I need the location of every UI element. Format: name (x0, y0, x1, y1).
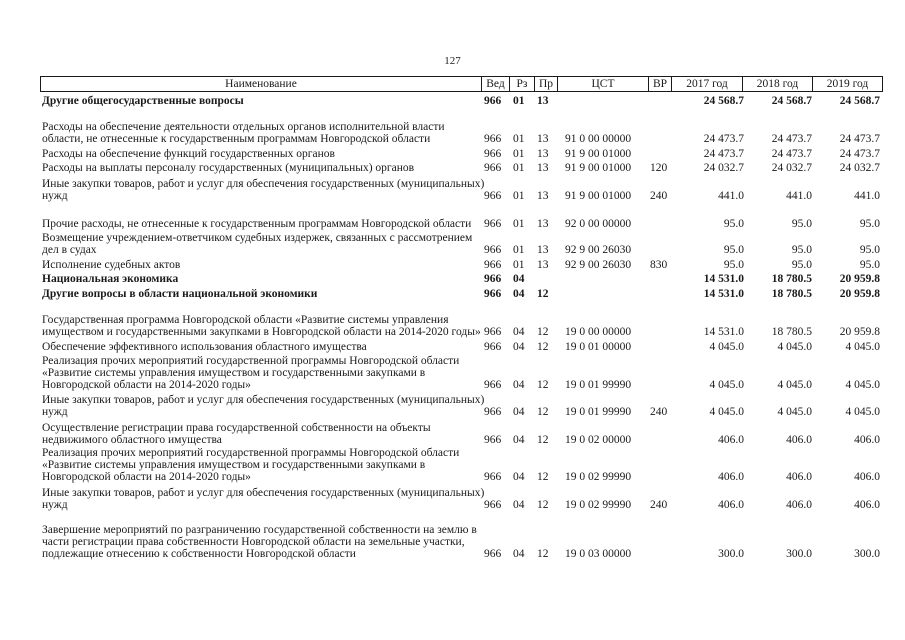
row-y2019: 24 568.7 (839, 95, 880, 107)
row-pr: 12 (537, 406, 549, 418)
row-y2019: 406.0 (854, 499, 880, 511)
row-ved: 966 (484, 341, 502, 353)
header-cst: ЦСТ (591, 78, 615, 90)
row-vr: 240 (650, 406, 668, 418)
header-pr: Пр (538, 78, 554, 90)
table-row (0, 95, 905, 107)
row-pr: 13 (537, 162, 549, 174)
row-cst: 91 9 00 01000 (565, 162, 632, 174)
row-name: Другие вопросы в области национальной экономики (42, 288, 318, 300)
row-y2018: 18 780.5 (771, 288, 812, 300)
row-vr: 240 (650, 499, 668, 511)
row-y2018: 4 045.0 (777, 341, 812, 353)
row-name: Возмещение учреждением-ответчиком судебных издержек, связанных с рассмотрением дел в судах (42, 232, 473, 256)
row-rz: 01 (513, 95, 525, 107)
row-y2019: 95.0 (859, 259, 880, 271)
row-pr: 12 (537, 379, 549, 391)
row-cst: 19 0 00 00000 (565, 326, 632, 338)
row-name: Обеспечение эффективного использования областного имущества (42, 341, 367, 353)
page-number: 127 (444, 55, 461, 67)
row-vr: 830 (650, 259, 668, 271)
row-y2019: 4 045.0 (845, 379, 880, 391)
row-rz: 01 (513, 162, 525, 174)
row-pr: 13 (537, 133, 549, 145)
row-y2017: 4 045.0 (709, 406, 744, 418)
row-pr: 13 (537, 95, 549, 107)
table-row (0, 355, 905, 391)
row-y2019: 95.0 (859, 244, 880, 256)
row-ved: 966 (484, 548, 502, 560)
row-y2019: 4 045.0 (845, 341, 880, 353)
row-cst: 19 0 02 00000 (565, 434, 632, 446)
row-name: Исполнение судебных актов (42, 259, 181, 271)
row-rz: 04 (513, 548, 525, 560)
table-row (0, 178, 905, 202)
row-rz: 04 (513, 499, 525, 511)
row-y2017: 4 045.0 (709, 379, 744, 391)
table-row (0, 259, 905, 271)
row-pr: 13 (537, 259, 549, 271)
row-pr: 12 (537, 434, 549, 446)
row-vr: 240 (650, 190, 668, 202)
row-y2017: 406.0 (718, 499, 744, 511)
row-y2017: 441.0 (718, 190, 744, 202)
row-y2019: 406.0 (854, 434, 880, 446)
row-y2018: 95.0 (791, 218, 812, 230)
row-ved: 966 (484, 326, 502, 338)
row-name: Реализация прочих мероприятий государственной программы Новгородской области «Развитие системы управления имуществом и государственными закупками в Новгородской области на 2014-2020 годы» (42, 355, 460, 391)
header-ved: Вед (486, 78, 505, 90)
row-rz: 01 (513, 148, 525, 160)
row-y2018: 300.0 (786, 548, 812, 560)
row-y2019: 24 473.7 (839, 148, 880, 160)
row-y2017: 24 568.7 (703, 95, 744, 107)
table-row (0, 109, 905, 145)
row-ved: 966 (484, 218, 502, 230)
row-y2017: 24 473.7 (703, 133, 744, 145)
row-rz: 01 (513, 259, 525, 271)
row-ved: 966 (484, 162, 502, 174)
row-y2017: 24 032.7 (703, 162, 744, 174)
row-pr: 12 (537, 499, 549, 511)
header-rz: Рз (516, 78, 528, 90)
table-row (0, 273, 905, 285)
row-y2018: 406.0 (786, 434, 812, 446)
row-cst: 91 9 00 01000 (565, 148, 632, 160)
row-name: Национальная экономика (42, 273, 179, 285)
row-name: Иные закупки товаров, работ и услуг для обеспечения государственных (муниципальных) нужд (42, 487, 485, 511)
row-y2018: 4 045.0 (777, 379, 812, 391)
row-cst: 19 0 01 99990 (565, 406, 632, 418)
table-row (0, 288, 905, 300)
row-ved: 966 (484, 471, 502, 483)
row-y2019: 20 959.8 (839, 273, 880, 285)
row-rz: 04 (513, 326, 525, 338)
row-pr: 12 (537, 341, 549, 353)
table-row (0, 148, 905, 160)
row-ved: 966 (484, 95, 502, 107)
row-y2019: 20 959.8 (839, 326, 880, 338)
row-name: Реализация прочих мероприятий государственной программы Новгородской области «Развитие системы управления имуществом и государственными закупками в Новгородской области на 2014-2020 годы» (42, 447, 460, 483)
row-pr: 13 (537, 244, 549, 256)
row-y2018: 24 473.7 (771, 148, 812, 160)
row-ved: 966 (484, 244, 502, 256)
table-row (0, 162, 905, 174)
row-y2017: 300.0 (718, 548, 744, 560)
row-y2018: 18 780.5 (771, 273, 812, 285)
row-ved: 966 (484, 379, 502, 391)
row-name: Иные закупки товаров, работ и услуг для обеспечения государственных (муниципальных) нужд (42, 394, 485, 418)
row-cst: 19 0 02 99990 (565, 471, 632, 483)
row-cst: 92 9 00 26030 (565, 259, 632, 271)
row-name: Другие общегосударственные вопросы (42, 95, 244, 107)
row-y2019: 95.0 (859, 218, 880, 230)
row-y2019: 24 032.7 (839, 162, 880, 174)
table-header (40, 76, 883, 92)
header-2019: 2019 год (826, 78, 869, 90)
row-rz: 04 (513, 379, 525, 391)
row-ved: 966 (484, 273, 502, 285)
row-name: Расходы на обеспечение деятельности отдельных органов исполнительной власти области, не отнесенные к государственным программам Новгородской области (42, 121, 445, 145)
row-y2018: 95.0 (791, 244, 812, 256)
row-cst: 92 0 00 00000 (565, 218, 632, 230)
row-pr: 13 (537, 218, 549, 230)
row-ved: 966 (484, 148, 502, 160)
row-y2019: 300.0 (854, 548, 880, 560)
row-name: Осуществление регистрации права государственной собственности на объекты недвижимого областного имущества (42, 422, 431, 446)
row-rz: 01 (513, 133, 525, 145)
table-row (0, 206, 905, 230)
row-y2017: 406.0 (718, 434, 744, 446)
table-row (0, 394, 905, 418)
row-cst: 92 9 00 26030 (565, 244, 632, 256)
row-pr: 12 (537, 548, 549, 560)
row-cst: 91 0 00 00000 (565, 133, 632, 145)
table-row (0, 422, 905, 446)
row-y2018: 441.0 (786, 190, 812, 202)
table-row (0, 487, 905, 511)
row-y2018: 24 568.7 (771, 95, 812, 107)
row-y2018: 406.0 (786, 471, 812, 483)
header-2017: 2017 год (686, 78, 728, 90)
row-y2017: 14 531.0 (703, 326, 744, 338)
row-rz: 04 (513, 273, 525, 285)
row-name: Иные закупки товаров, работ и услуг для обеспечения государственных (муниципальных) нужд (42, 178, 485, 202)
row-y2018: 95.0 (791, 259, 812, 271)
row-ved: 966 (484, 190, 502, 202)
row-y2018: 4 045.0 (777, 406, 812, 418)
row-cst: 19 0 02 99990 (565, 499, 632, 511)
row-pr: 13 (537, 190, 549, 202)
table-row (0, 341, 905, 353)
row-rz: 04 (513, 288, 525, 300)
row-cst: 19 0 03 00000 (565, 548, 632, 560)
row-pr: 12 (537, 471, 549, 483)
row-rz: 01 (513, 244, 525, 256)
row-y2018: 18 780.5 (771, 326, 812, 338)
header-2018: 2018 год (756, 78, 799, 90)
row-cst: 19 0 01 00000 (565, 341, 632, 353)
row-y2018: 24 032.7 (771, 162, 812, 174)
table-row (0, 232, 905, 256)
row-y2017: 4 045.0 (709, 341, 744, 353)
table-row (0, 302, 905, 338)
row-pr: 12 (537, 326, 549, 338)
row-ved: 966 (484, 499, 502, 511)
row-y2019: 406.0 (854, 471, 880, 483)
row-rz: 01 (513, 218, 525, 230)
row-ved: 966 (484, 288, 502, 300)
row-rz: 01 (513, 190, 525, 202)
row-pr: 12 (537, 288, 549, 300)
row-name: Расходы на обеспечение функций государственных органов (42, 148, 335, 160)
row-y2017: 14 531.0 (703, 288, 744, 300)
row-rz: 04 (513, 434, 525, 446)
row-ved: 966 (484, 406, 502, 418)
table-row (0, 447, 905, 483)
row-cst: 91 9 00 01000 (565, 190, 632, 202)
row-y2017: 95.0 (723, 244, 744, 256)
row-y2017: 24 473.7 (703, 148, 744, 160)
row-ved: 966 (484, 434, 502, 446)
row-y2018: 24 473.7 (771, 133, 812, 145)
row-y2019: 441.0 (854, 190, 880, 202)
header-vr: ВР (652, 78, 668, 90)
row-pr: 13 (537, 148, 549, 160)
row-y2019: 20 959.8 (839, 288, 880, 300)
row-y2017: 14 531.0 (703, 273, 744, 285)
row-ved: 966 (484, 133, 502, 145)
row-cst: 19 0 01 99990 (565, 379, 632, 391)
row-y2017: 406.0 (718, 471, 744, 483)
row-name: Расходы на выплаты персоналу государственных (муниципальных) органов (42, 162, 415, 174)
row-rz: 04 (513, 406, 525, 418)
row-y2017: 95.0 (723, 218, 744, 230)
table-row (0, 512, 905, 560)
row-vr: 120 (650, 162, 668, 174)
row-y2017: 95.0 (723, 259, 744, 271)
row-y2019: 4 045.0 (845, 406, 880, 418)
row-rz: 04 (513, 341, 525, 353)
row-name: Государственная программа Новгородской области «Развитие системы управления имуществом и государственными закупками в Новгородской области на 2014-2020 годы» (42, 314, 481, 338)
header-name: Наименование (225, 78, 297, 90)
row-name: Завершение мероприятий по разграничению государственной собственности на землю в части регистрации права собственности Новгородской области на земельные участки, подлежащие отнесению к собственности Новгородской области (42, 524, 477, 560)
row-name: Прочие расходы, не отнесенные к государственным программам Новгородской области (42, 218, 472, 230)
row-ved: 966 (484, 259, 502, 271)
row-y2019: 24 473.7 (839, 133, 880, 145)
row-rz: 04 (513, 471, 525, 483)
row-y2018: 406.0 (786, 499, 812, 511)
